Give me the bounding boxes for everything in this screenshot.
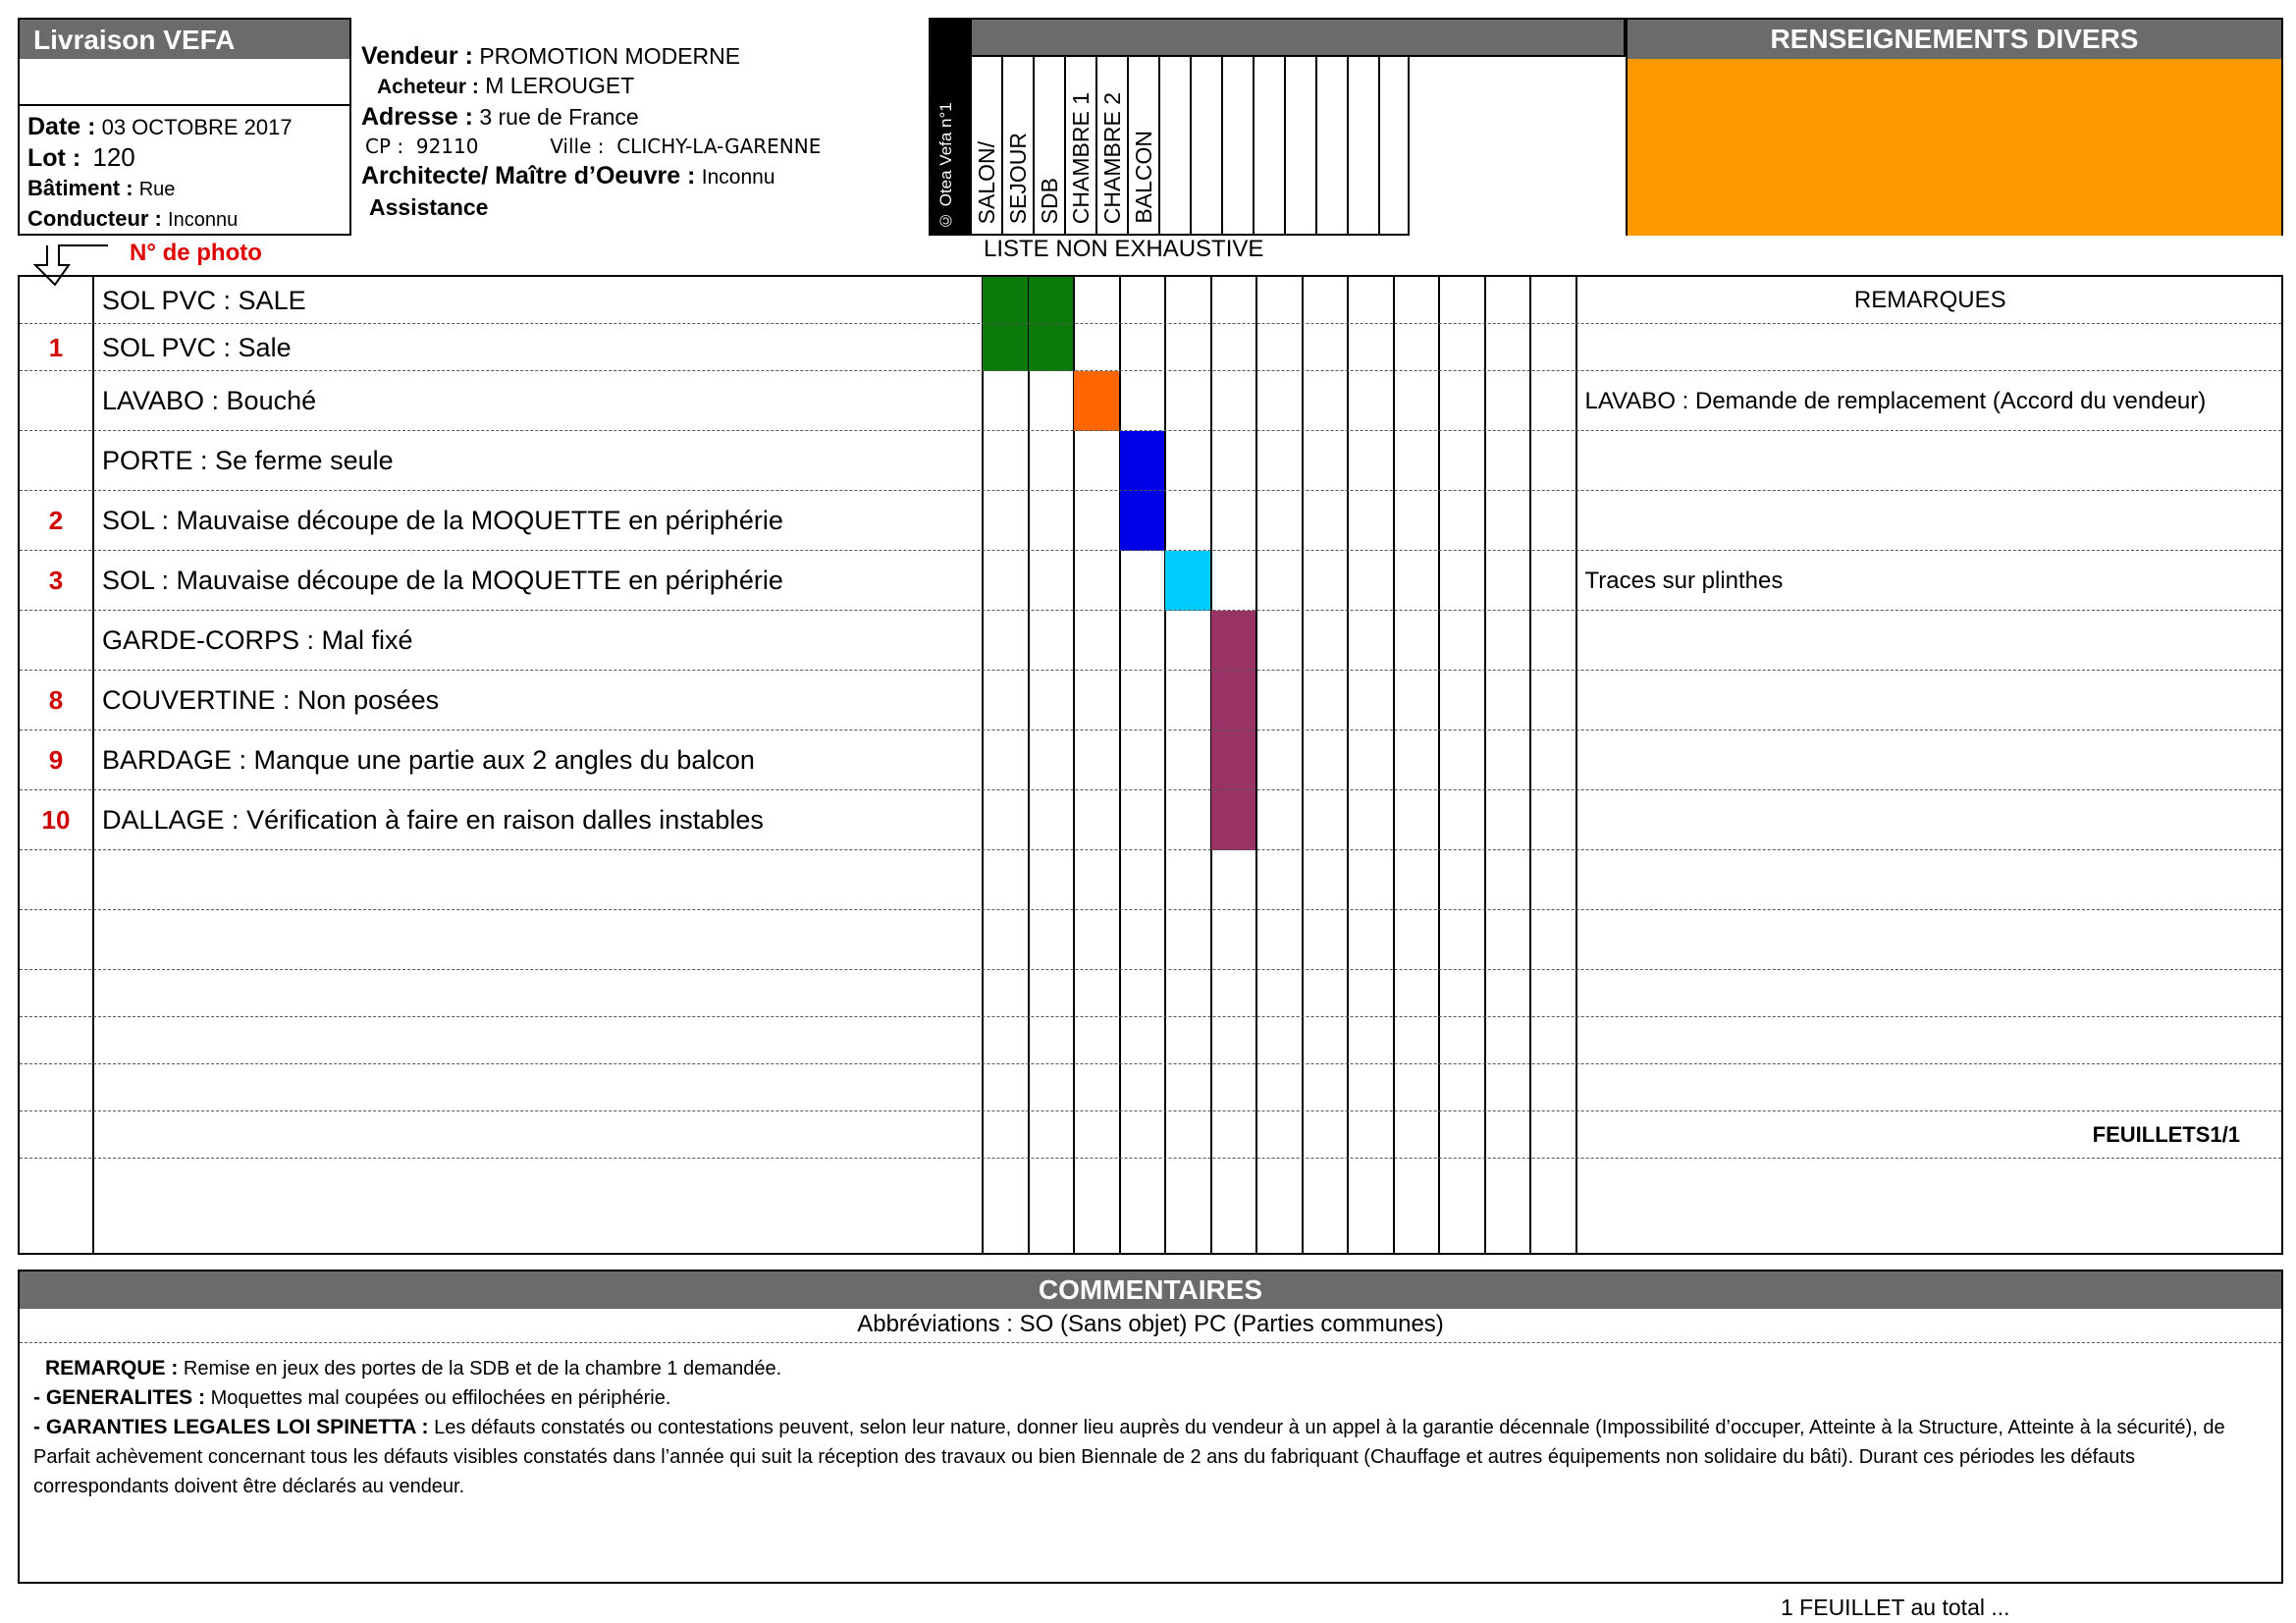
assistance-label: Assistance <box>369 194 489 220</box>
defect-description: SOL : Mauvaise découpe de la MOQUETTE en périphérie <box>102 506 783 535</box>
date-label: Date : <box>27 113 96 140</box>
comments-section <box>18 1270 2283 1584</box>
room-header-column <box>1378 57 1410 236</box>
photo-number: 9 <box>48 745 64 775</box>
remarque-text: Remise en jeux des portes de la SDB et de la chambre 1 demandée. <box>178 1358 782 1380</box>
abbreviations-line: Abbréviations : SO (Sans objet) PC (Parties communes) <box>857 1311 1444 1337</box>
photo-number: 1 <box>48 333 64 362</box>
room-label: SALON/ <box>974 140 999 224</box>
defect-description: PORTE : Se ferme seule <box>102 446 394 475</box>
acheteur-value: M LEROUGET <box>485 73 635 98</box>
date-value: 03 OCTOBRE 2017 <box>101 115 293 139</box>
remarque-label: REMARQUE : <box>45 1357 179 1380</box>
delivery-info <box>27 112 293 235</box>
table-row <box>20 611 2281 671</box>
room-header-column <box>970 57 1001 236</box>
liste-note: LISTE NON EXHAUSTIVE <box>984 236 1264 262</box>
defect-remark: Traces sur plinthes <box>1584 568 1784 594</box>
table-row <box>20 790 2281 850</box>
room-header-column <box>1347 57 1378 236</box>
defect-description: LAVABO : Bouché <box>102 386 317 415</box>
renseignements-title: RENSEIGNEMENTS DIVERS <box>1628 20 2281 59</box>
table-row <box>20 671 2281 730</box>
table-row <box>20 551 2281 611</box>
renseignements-box <box>1626 18 2283 236</box>
table-row <box>20 277 2281 324</box>
adresse-value: 3 rue de France <box>479 104 639 130</box>
header-blank-line <box>20 59 349 106</box>
batiment-value: Rue <box>138 179 176 200</box>
table-row <box>20 324 2281 371</box>
comments-divider <box>20 1342 2281 1343</box>
architecte-value: Inconnu <box>701 166 775 189</box>
room-label: SDB <box>1037 177 1062 224</box>
room-header-column <box>1158 57 1190 236</box>
table-row <box>20 1111 2281 1159</box>
room-header-column <box>1284 57 1315 236</box>
room-header-column <box>1064 57 1095 236</box>
room-column-header <box>929 18 1626 236</box>
photo-number: 10 <box>41 805 71 835</box>
photo-number: 2 <box>48 506 64 535</box>
vendeur-value: PROMOTION MODERNE <box>479 43 741 69</box>
room-header-bar <box>970 18 1626 57</box>
brand-copyright: © Otea Vefa n°1 <box>936 102 955 230</box>
table-row <box>20 910 2281 970</box>
feuillets-label: FEUILLETS1/1 <box>2092 1122 2240 1147</box>
conducteur-label: Conducteur : <box>27 206 162 231</box>
garanties-text: Les défauts constatés ou contestations peuvent, selon leur nature, donner lieu auprès du vendeur à un appel à la garantie décennale (Impossibilité d’occuper, Atteinte à la Structure, Atteinte à la sécurité), de Parfait achèvement concernant tous les défauts visibles constatés dans l’année qui suit la réception des travaux ou bien Biennale de 2 ans du fabriquant (Chauffage et autres équipements non solidaire du bâti). Durant ces périodes les défauts correspondants doivent être déclarés au vendeur. <box>33 1417 2225 1497</box>
defect-description: COUVERTINE : Non posées <box>102 685 440 715</box>
footer-sheet-count: 1 FEUILLET au total ... <box>1781 1595 2010 1620</box>
room-header-column <box>1033 57 1064 236</box>
room-header-column <box>1001 57 1033 236</box>
adresse-label: Adresse : <box>361 103 473 131</box>
batiment-label: Bâtiment : <box>27 176 133 200</box>
architecte-label: Architecte/ Maître d’Oeuvre : <box>361 162 696 189</box>
room-header-column <box>1095 57 1127 236</box>
table-row <box>20 850 2281 910</box>
room-label: CHAMBRE 2 <box>1099 91 1125 224</box>
defect-description: GARDE-CORPS : Mal fixé <box>102 625 413 655</box>
comments-text <box>33 1354 2271 1501</box>
parties-info <box>361 41 821 222</box>
defect-description: SOL PVC : Sale <box>102 333 292 362</box>
remarques-header: REMARQUES <box>1853 287 2006 313</box>
photo-number: 3 <box>48 566 64 595</box>
generalites-label: - GENERALITES : <box>33 1386 206 1409</box>
cp-value: 92110 <box>415 135 479 158</box>
room-header-column <box>1315 57 1347 236</box>
lot-value: 120 <box>92 142 135 172</box>
photo-number: 8 <box>48 685 64 715</box>
acheteur-label: Acheteur : <box>377 76 479 98</box>
table-row <box>20 730 2281 790</box>
defect-description: SOL PVC : SALE <box>102 286 306 315</box>
lot-label: Lot : <box>27 144 81 172</box>
conducteur-value: Inconnu <box>168 209 239 231</box>
cp-label: CP : <box>365 135 404 158</box>
room-label: CHAMBRE 1 <box>1068 91 1094 224</box>
room-label: SEJOUR <box>1005 132 1031 224</box>
garanties-label: - GARANTIES LEGALES LOI SPINETTA : <box>33 1416 429 1438</box>
table-row <box>20 1159 2281 1206</box>
room-header-column <box>1127 57 1158 236</box>
comments-title: COMMENTAIRES <box>20 1271 2281 1309</box>
table-row <box>20 431 2281 491</box>
defect-description: SOL : Mauvaise découpe de la MOQUETTE en périphérie <box>102 566 783 595</box>
table-row <box>20 371 2281 431</box>
brand-strip <box>929 18 970 236</box>
ville-label: Ville : <box>550 135 605 158</box>
table-row <box>20 970 2281 1017</box>
generalites-text: Moquettes mal coupées ou effilochées en périphérie. <box>205 1387 671 1409</box>
room-header-column <box>1190 57 1221 236</box>
vendeur-label: Vendeur : <box>361 42 473 70</box>
room-header-column <box>1253 57 1284 236</box>
document-title: Livraison VEFA <box>20 20 349 59</box>
table-row <box>20 1064 2281 1111</box>
delivery-header-box <box>18 18 351 236</box>
defect-description: DALLAGE : Vérification à faire en raison dalles instables <box>102 805 764 835</box>
table-row <box>20 491 2281 551</box>
defect-description: BARDAGE : Manque une partie aux 2 angles du balcon <box>102 745 755 775</box>
room-label: BALCON <box>1131 131 1156 224</box>
table-row <box>20 1017 2281 1064</box>
renseignements-area <box>1628 59 2281 236</box>
photo-number-label: N° de photo <box>130 240 262 266</box>
defect-remark: LAVABO : Demande de remplacement (Accord du vendeur) <box>1584 388 2207 414</box>
defects-table <box>18 275 2283 1255</box>
ville-value: CLICHY-LA-GARENNE <box>616 135 822 158</box>
room-header-column <box>1221 57 1253 236</box>
